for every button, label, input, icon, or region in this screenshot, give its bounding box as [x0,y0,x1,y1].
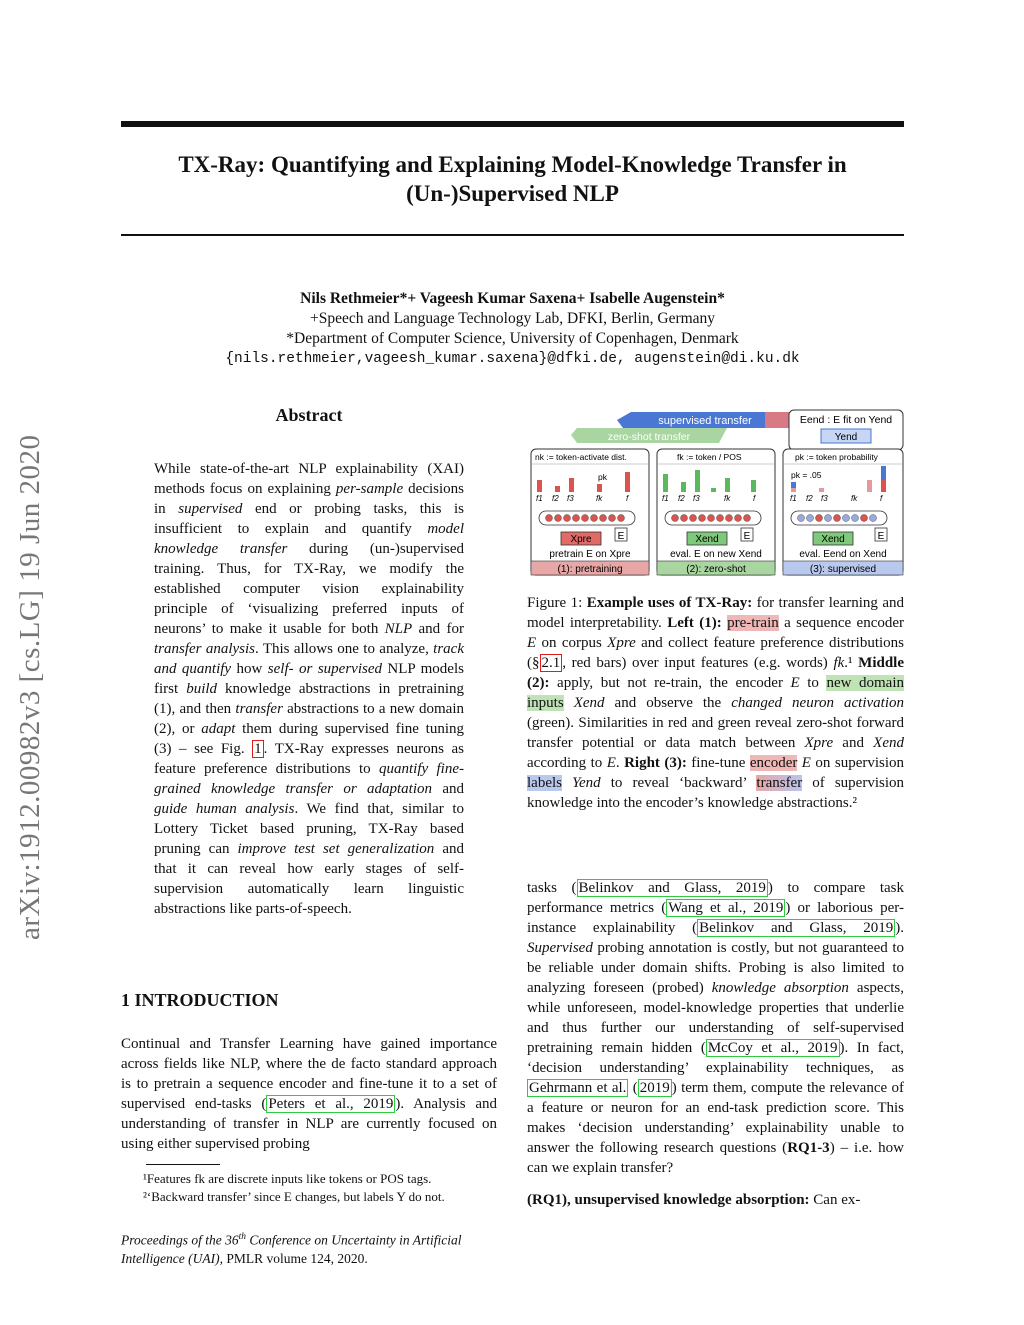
figure-1-link[interactable]: 1 [254,741,262,757]
figure-1-diagram [527,408,904,578]
citation-link[interactable]: Peters et al., 2019 [268,1096,394,1112]
abstract-heading: Abstract [275,405,343,425]
yend-label: Yend [834,432,858,443]
proceedings-note: Proceedings of the 36th Conference on Uncertainty in Artificial Intelligence (UAI), PMLR volume 124, 2020. [121,1232,462,1266]
section-2-1-link[interactable]: 2.1 [541,655,561,671]
footnote-1: ¹Features fk are discrete inputs like tokens or POS tags. [143,1171,432,1186]
svg-text:f1: f1 [662,494,669,503]
panel-3-caption: eval. Eend on Xend [799,549,887,560]
panel-3-header: pk := token probability [795,452,878,462]
citation-link[interactable]: Gehrmann et al. [529,1080,627,1096]
supervision-box-title: Eend : E fit on Yend [799,414,893,426]
affiliation-copenhagen: *Department of Computer Science, University of Copenhagen, Denmark [286,330,739,347]
title-rule [121,234,904,236]
arxiv-stamp: arXiv:1912.00982v3 [cs.LG] 19 Jun 2020 [14,434,46,940]
svg-text:f: f [626,494,629,503]
panel-pretraining [531,449,649,575]
top-rule [121,121,904,127]
citation-link[interactable]: 2019 [639,1080,670,1096]
section-heading-introduction: 1 INTRODUCTION [121,990,279,1010]
svg-text:Xend: Xend [821,534,845,545]
svg-text:f2: f2 [552,494,559,503]
footnotes [121,1170,497,1205]
panel-1-label: (1): pretraining [557,564,623,575]
svg-text:Xend: Xend [695,534,719,545]
svg-text:f3: f3 [567,494,574,503]
footnote-2: ²‘Backward transfer’ since E changes, but labels Y do not. [143,1188,445,1204]
zero-shot-label: zero-shot transfer [607,431,691,443]
svg-text:f2: f2 [806,494,813,503]
affiliation-dfki: +Speech and Language Technology Lab, DFKI, Berlin, Germany [309,310,716,327]
rq1-paragraph: (RQ1), unsupervised knowledge absorption: Can ex- [527,1192,861,1208]
supervised-transfer-label: supervised transfer [658,415,752,427]
author-emails: {nils.rethmeier,vageesh_kumar.saxena}@dfki.de, augenstein@di.ku.dk [225,351,800,367]
svg-text:f1: f1 [536,494,543,503]
svg-text:E: E [617,531,625,542]
panel-supervised [783,449,903,575]
abstract-text: While state-of-the-art NLP explainability (XAI) methods focus on explaining per-sample decisions in supervised end or probing tasks, this is insufficient to explain and quantify model knowledge transfer during (un-)supervised training. Thus, for TX-Ray, we modify the established computer vision explainability principle of ‘visualizing preferred inputs of neurons’ to make it usable for both NLP and for transfer analysis. This allows one to analyze, track and quantify how self- or supervised NLP models first build knowledge abstractions in pretraining (1), and then transfer abstractions to a new domain (2), or adapt them during supervised fine tuning (3) – see Fig. 1 . TX-Ray expresses neurons as feature preference distributions to quantify fine-grained knowledge transfer or adaptation and guide human analysis. We find that, similar to Lottery Ticket based pruning, TX-Ray based pruning can improve test set generalization and that it can reveal how early stages of self-supervision automatically learn linguistic abstractions like parts-of-speech. [154,461,465,917]
panel-1-header: nk := token-activate dist. [535,452,627,462]
citation-link[interactable]: McCoy et al., 2019 [707,1040,838,1056]
right-column-text: tasks ( Belinkov and Glass, 2019 ) to compare task performance metrics ( Wang et al., 2019 ) or laborious per-instance explainability ( Belinkov and Glass, 2019 ). Supervised probing annotation is costly, but not guaranteed to be reliable under domain shifts. Probing is also limited to analyzing foreseen (probed) knowledge absorption aspects, while unforeseen, model-knowledge properties that underlie and thus further our understanding of self-supervised pretraining remain hidden ( McCoy et al., 2019 ). In fact, ‘decision understanding’ explainability techniques, as Gehrmann et al. ( 2019 ) term them, compute the relevance of a feature or neuron for an end-task prediction score. This makes ‘decision understanding’ explainability unable to answer the following research questions (RQ1-3) – i.e. how can we explain transfer? (RQ1), unsupervised knowledge absorption: Can ex- [527,880,904,1208]
citation-link[interactable]: Belinkov and Glass, 2019 [578,880,766,896]
svg-text:f: f [880,494,883,503]
citation-link[interactable]: Wang et al., 2019 [668,900,784,916]
footnote-rule [146,1164,220,1165]
panel-2-label: (2): zero-shot [686,564,746,575]
panel-3-label: (3): supervised [809,564,877,575]
svg-text:E: E [877,531,885,542]
figure-1-caption: Figure 1: Example uses of TX-Ray: for transfer learning and model interpretability. Left (1): pre-train a sequence encoder E on corpus Xpre and collect feature preference distributions (§ 2.1 , red bars) over input features (e.g. words) fk.¹ Middle (2): apply, but not re-train, the encoder E to new domain inputs Xend and observe the changed neuron activation (green). Similarities in red and green reveal zero-shot forward transfer potential or data match between Xpre and Xend according to E. Right (3): fine-tune encoder E on supervision labels Yend to reveal ‘backward’ transfer of supervision knowledge into the encoder’s knowledge abstractions.² [527,595,905,811]
panel-2-header: fk := token / POS [677,452,742,462]
title-line-2: (Un-)Supervised NLP [406,181,619,206]
svg-text:f1: f1 [790,494,797,503]
svg-text:fk: fk [596,494,603,503]
panel-1-pk-label: pk [598,472,607,482]
svg-text:E: E [743,531,751,542]
paper-title [121,150,904,208]
svg-text:f3: f3 [693,494,700,503]
svg-text:fk: fk [851,494,858,503]
svg-text:f: f [753,494,756,503]
citation-link[interactable]: Belinkov and Glass, 2019 [699,920,894,936]
panel-3-pk-label: pk = .05 [791,470,822,480]
intro-text: Continual and Transfer Learning have gained importance across fields like NLP, where the de facto standard approach is to pretrain a sequence encoder and fine-tune it to a set of supervised end-tasks ( Peters et al., 2019 ). Analysis and understanding of transfer in NLP are currently focused on using either supervised probing [121,1036,498,1152]
panel-2-caption: eval. E on new Xend [670,549,762,560]
title-line-1: TX-Ray: Quantifying and Explaining Model-Knowledge Transfer in [178,152,847,177]
author-block [121,289,904,369]
author-names: Nils Rethmeier*+ Vageesh Kumar Saxena+ Isabelle Augenstein* [300,290,725,307]
svg-text:f2: f2 [678,494,685,503]
svg-text:f3: f3 [821,494,828,503]
panel-zero-shot [657,449,775,575]
svg-text:fk: fk [724,494,731,503]
svg-text:Xpre: Xpre [570,534,592,545]
panel-1-caption: pretrain E on Xpre [549,549,631,560]
